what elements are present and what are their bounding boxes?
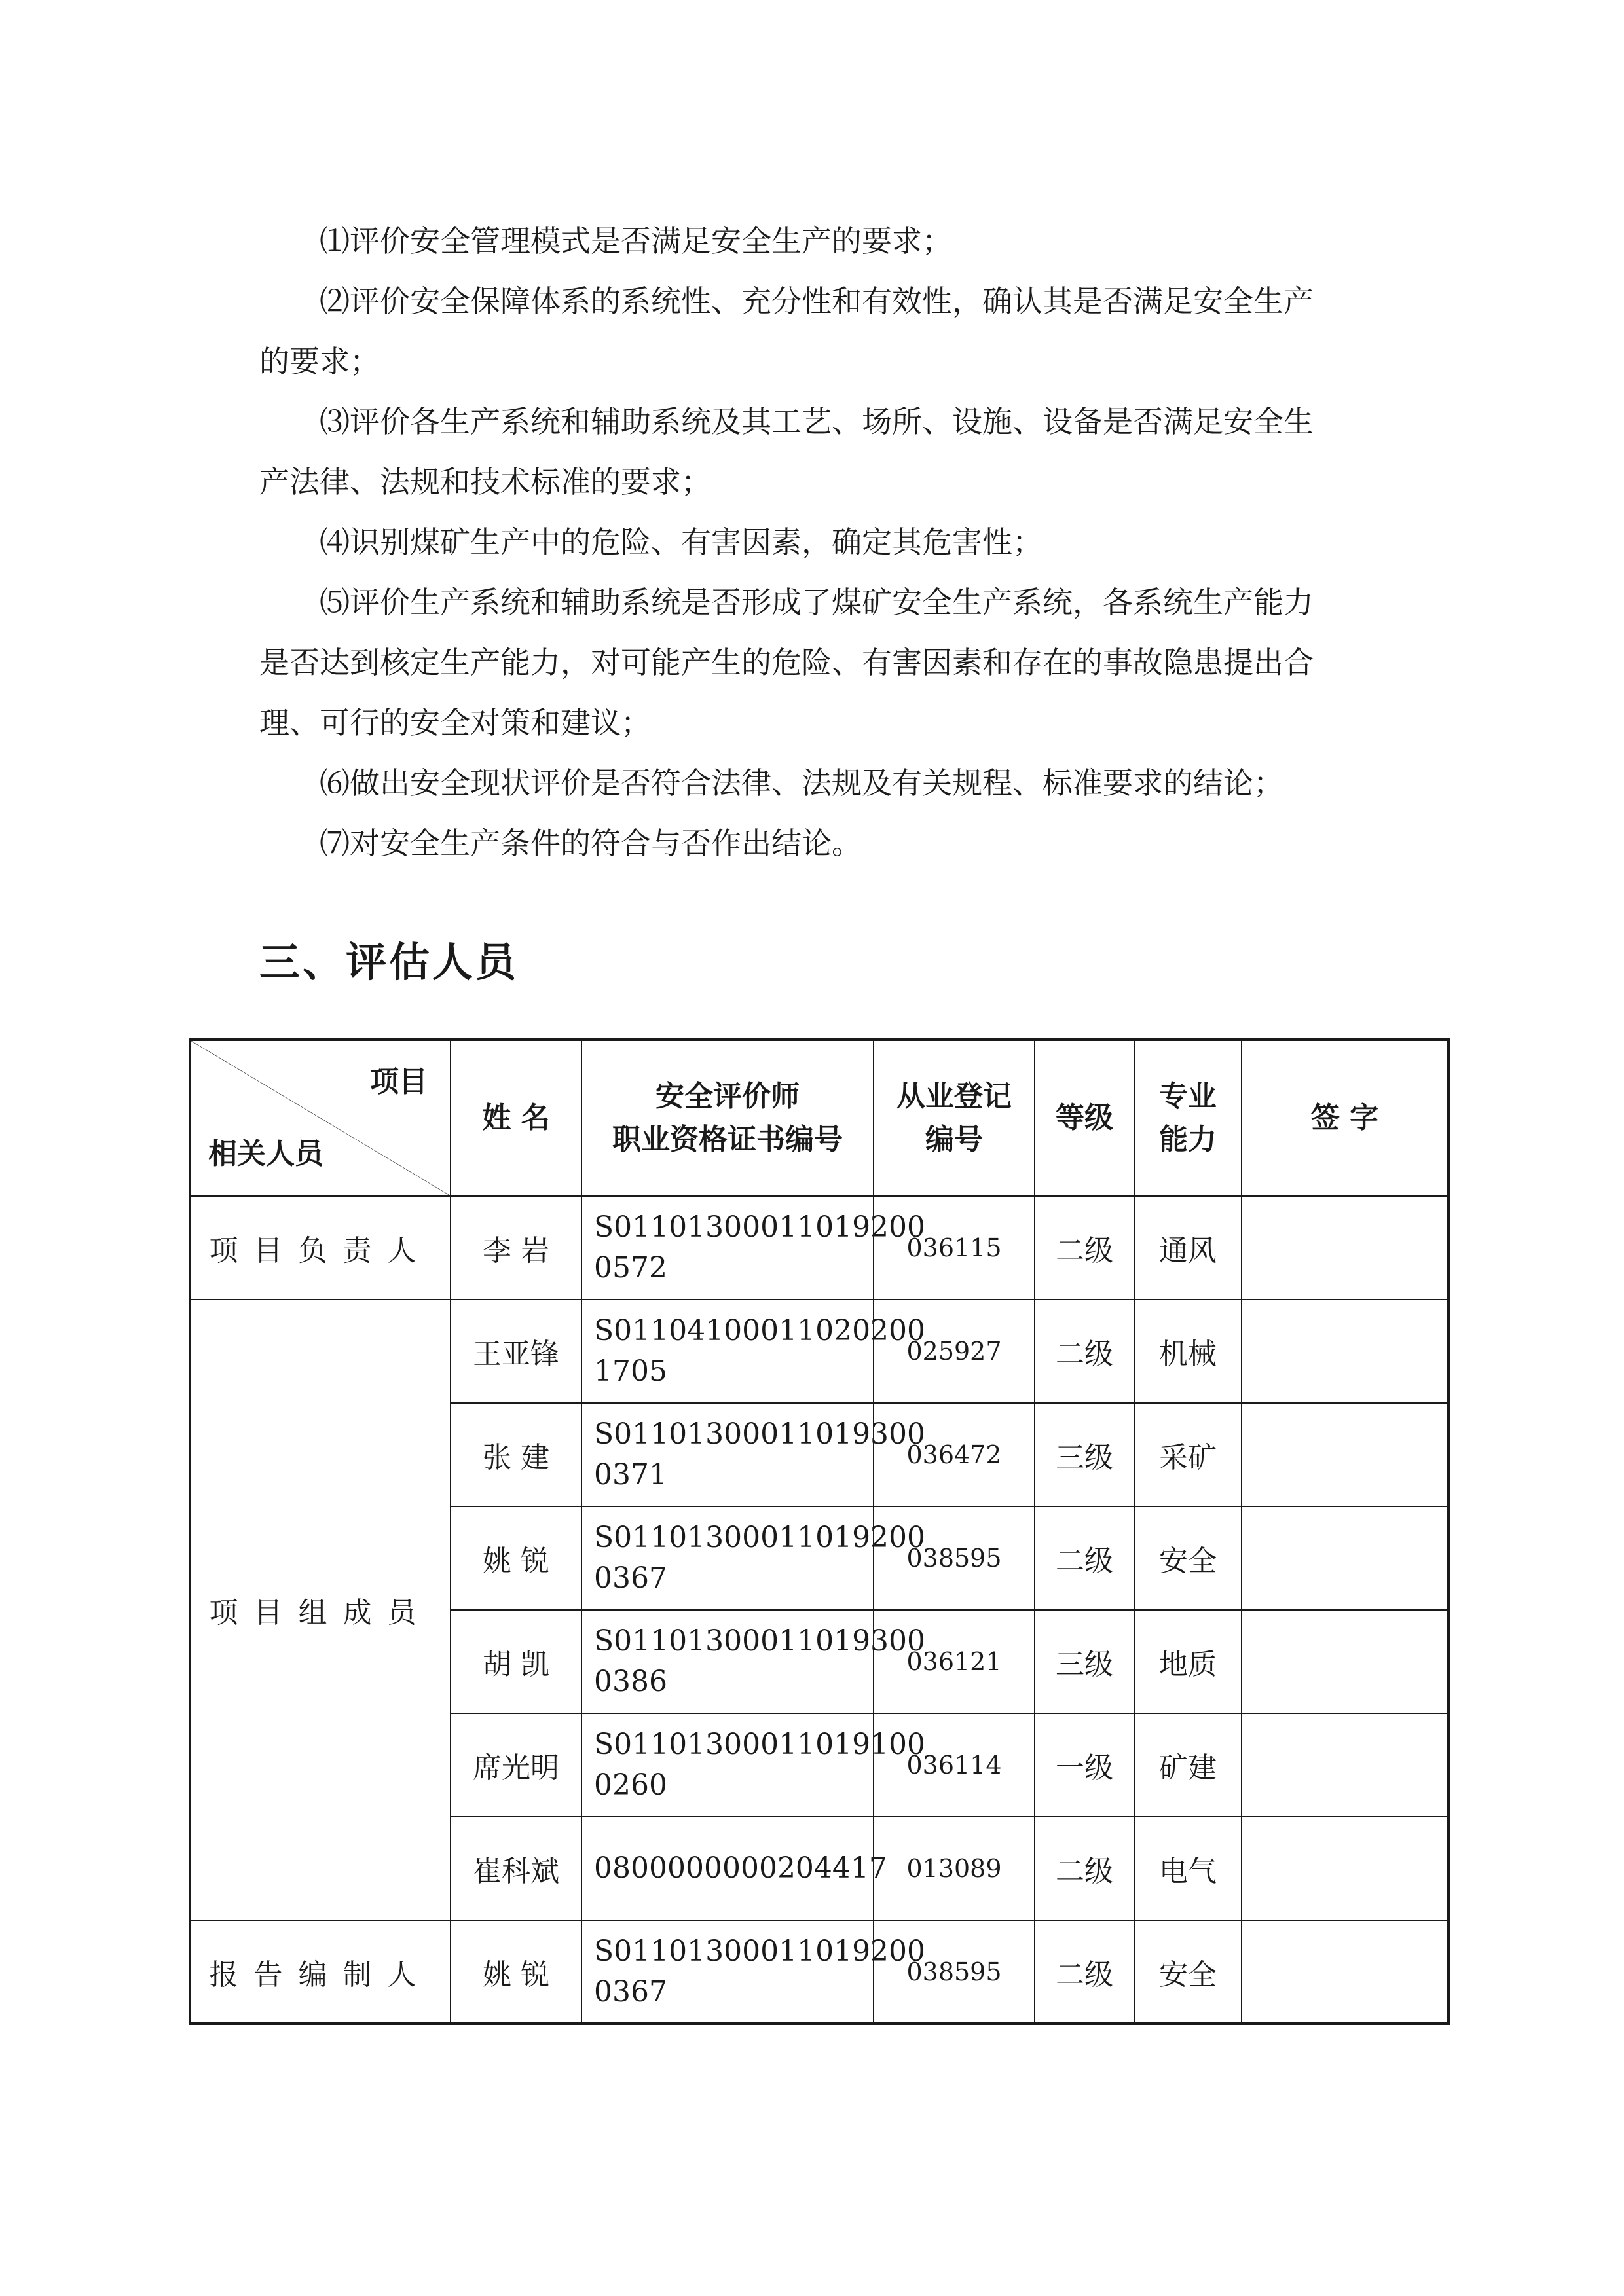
certificate-line1: S01101300011019100 xyxy=(594,1728,926,1761)
person-name: 李 岩 xyxy=(451,1196,581,1300)
requirement-item xyxy=(259,572,1386,753)
certificate-line1: S01101300011019200 xyxy=(594,1521,926,1554)
certificate-number xyxy=(581,1713,926,1817)
level: 二级 xyxy=(1035,1920,1134,2024)
certificate-line1: S01101300011019200 xyxy=(594,1934,926,1968)
requirement-line: ⑺对安全生产条件的符合与否作出结论。 xyxy=(320,826,862,861)
header-registration-line2: 编号 xyxy=(925,1123,983,1156)
ability: 机械 xyxy=(1134,1300,1242,1403)
level: 一级 xyxy=(1035,1713,1134,1817)
person-name: 张 建 xyxy=(451,1403,581,1506)
certificate-line2: 0371 xyxy=(594,1458,667,1491)
requirement-line: 理、可行的安全对策和建议； xyxy=(259,705,651,740)
level: 二级 xyxy=(1035,1506,1134,1610)
certificate-line2: 0260 xyxy=(594,1768,667,1802)
requirement-item xyxy=(259,271,1386,392)
ability: 地质 xyxy=(1134,1610,1242,1713)
header-project-label: 项目 xyxy=(370,1065,428,1099)
ability: 电气 xyxy=(1134,1817,1242,1920)
header-registration xyxy=(874,1040,1035,1196)
requirement-item xyxy=(259,512,1386,572)
certificate-number xyxy=(581,1196,926,1300)
certificate-line2: 0572 xyxy=(594,1251,667,1285)
signature-cell[interactable] xyxy=(1242,1610,1449,1713)
requirement-line: ⑴评价安全管理模式是否满足安全生产的要求； xyxy=(320,223,952,259)
requirement-line: ⑵评价安全保障体系的系统性、充分性和有效性，确认其是否满足安全生产 xyxy=(320,283,1314,319)
level: 三级 xyxy=(1035,1403,1134,1506)
certificate-line2: 0367 xyxy=(594,1975,667,2009)
certificate-line1: S01101300011019200 xyxy=(594,1211,926,1244)
certificate-number xyxy=(581,1610,926,1713)
signature-cell[interactable] xyxy=(1242,1403,1449,1506)
registration-number: 038595 xyxy=(874,1920,1035,2024)
certificate-number xyxy=(581,1817,887,1920)
signature-cell[interactable] xyxy=(1242,1300,1449,1403)
registration-number: 036472 xyxy=(874,1403,1035,1506)
ability: 采矿 xyxy=(1134,1403,1242,1506)
header-certificate xyxy=(581,1040,874,1196)
certificate-line1: S01104100011020200 xyxy=(594,1314,926,1347)
person-name: 姚 锐 xyxy=(451,1506,581,1610)
requirement-line: ⑸评价生产系统和辅助系统是否形成了煤矿安全生产系统，各系统生产能力 xyxy=(320,585,1314,620)
table-row xyxy=(190,1300,1449,1403)
signature-cell[interactable] xyxy=(1242,1920,1449,2024)
person-name: 席光明 xyxy=(451,1713,581,1817)
requirement-line: ⑹做出安全现状评价是否符合法律、法规及有关规程、标准要求的结论； xyxy=(320,765,1283,801)
assessment-staff-table xyxy=(189,1038,1450,2025)
certificate-number xyxy=(581,1506,926,1610)
signature-cell[interactable] xyxy=(1242,1196,1449,1300)
requirement-item xyxy=(259,211,1386,271)
certificate-line1: 0800000000204417 xyxy=(594,1851,887,1885)
section-heading: 三、评估人员 xyxy=(259,938,519,986)
registration-number: 036114 xyxy=(874,1713,1035,1817)
registration-number: 036121 xyxy=(874,1610,1035,1713)
table-row xyxy=(190,1920,1449,2024)
certificate-number xyxy=(581,1920,926,2024)
signature-cell[interactable] xyxy=(1242,1506,1449,1610)
level: 二级 xyxy=(1035,1300,1134,1403)
level: 二级 xyxy=(1035,1817,1134,1920)
person-name: 姚 锐 xyxy=(451,1920,581,2024)
registration-number: 036115 xyxy=(874,1196,1035,1300)
table-row xyxy=(190,1196,1449,1300)
person-name: 胡 凯 xyxy=(451,1610,581,1713)
certificate-line1: S01101300011019300 xyxy=(594,1624,926,1658)
requirement-item xyxy=(259,813,1386,873)
header-personnel-label: 相关人员 xyxy=(208,1137,323,1171)
requirement-line: 的要求； xyxy=(259,344,380,379)
header-ability xyxy=(1134,1040,1242,1196)
header-certificate-line2: 职业资格证书编号 xyxy=(612,1123,843,1156)
level: 三级 xyxy=(1035,1610,1134,1713)
role-leader: 项目负责人 xyxy=(190,1196,451,1300)
requirement-line: ⑶评价各生产系统和辅助系统及其工艺、场所、设施、设备是否满足安全生 xyxy=(320,404,1314,439)
ability: 矿建 xyxy=(1134,1713,1242,1817)
certificate-line2: 0386 xyxy=(594,1665,667,1698)
certificate-line2: 1705 xyxy=(594,1355,667,1388)
requirement-item xyxy=(259,753,1386,813)
certificate-number xyxy=(581,1300,926,1403)
header-name: 姓 名 xyxy=(451,1040,581,1196)
ability: 通风 xyxy=(1134,1196,1242,1300)
certificate-number xyxy=(581,1403,926,1506)
header-level: 等级 xyxy=(1035,1040,1134,1196)
level: 二级 xyxy=(1035,1196,1134,1300)
person-name: 王亚锋 xyxy=(451,1300,581,1403)
requirement-line: 是否达到核定生产能力，对可能产生的危险、有害因素和存在的事故隐患提出合 xyxy=(259,645,1314,680)
header-certificate-line1: 安全评价师 xyxy=(655,1080,800,1113)
role-members: 项目组成员 xyxy=(190,1300,451,1920)
signature-cell[interactable] xyxy=(1242,1713,1449,1817)
ability: 安全 xyxy=(1134,1506,1242,1610)
signature-cell[interactable] xyxy=(1242,1817,1449,1920)
certificate-line1: S01101300011019300 xyxy=(594,1417,926,1451)
requirement-item xyxy=(259,392,1386,512)
ability: 安全 xyxy=(1134,1920,1242,2024)
certificate-line2: 0367 xyxy=(594,1561,667,1595)
registration-number: 013089 xyxy=(874,1817,1035,1920)
requirement-line: 产法律、法规和技术标准的要求； xyxy=(259,464,711,500)
header-registration-line1: 从业登记 xyxy=(896,1080,1012,1113)
diagonal-header-cell xyxy=(190,1040,451,1196)
person-name: 崔科斌 xyxy=(451,1817,581,1920)
table-header-row xyxy=(190,1040,1449,1196)
registration-number: 025927 xyxy=(874,1300,1035,1403)
role-author: 报告编制人 xyxy=(190,1920,451,2024)
registration-number: 038595 xyxy=(874,1506,1035,1610)
header-signature: 签 字 xyxy=(1242,1040,1449,1196)
header-ability-line1: 专业 xyxy=(1159,1080,1217,1113)
header-ability-line2: 能力 xyxy=(1159,1123,1217,1156)
requirement-line: ⑷识别煤矿生产中的危险、有害因素，确定其危害性； xyxy=(320,524,1043,560)
